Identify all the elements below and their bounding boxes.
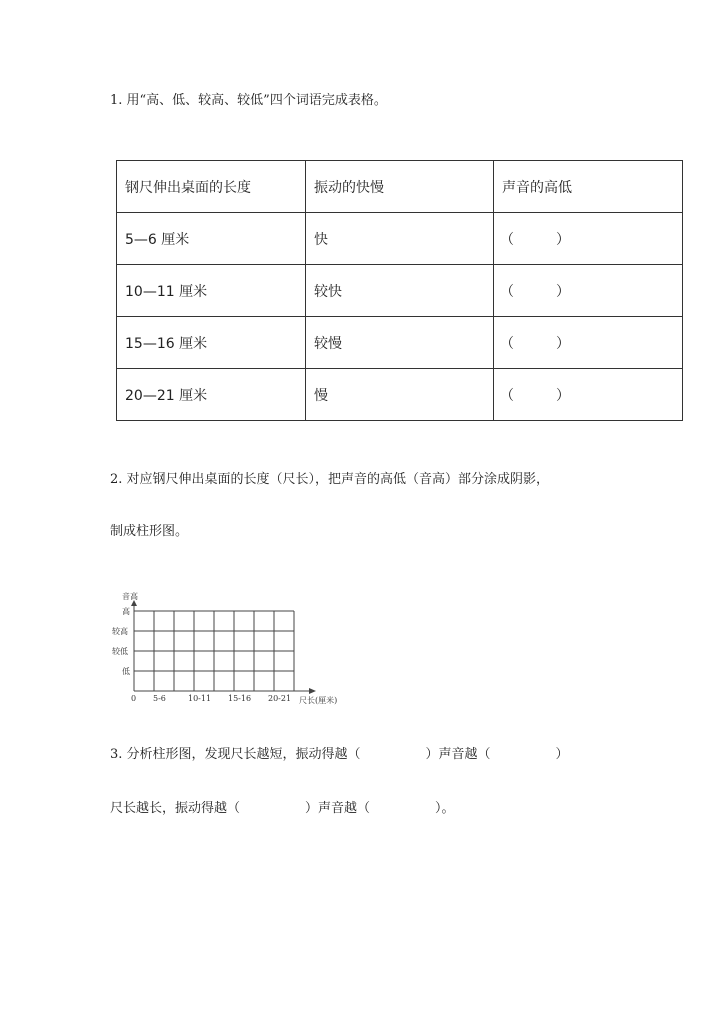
question-3-line1: 3. 分析柱形图，发现尺长越短，振动得越（ ）声音越（ ） (110, 747, 569, 762)
x-axis-arrow-icon (309, 688, 316, 694)
x-origin: 0 (131, 694, 137, 703)
pitch-blank[interactable]: （ ） (494, 265, 683, 317)
length-cell: 10—11 厘米 (117, 265, 306, 317)
pitch-blank[interactable]: （ ） (494, 317, 683, 369)
speed-cell: 较慢 (306, 317, 494, 369)
y-axis-label: 音高 (122, 592, 138, 601)
length-cell: 20—21 厘米 (117, 369, 306, 421)
y-tick: 较高 (112, 627, 128, 636)
length-cell: 5—6 厘米 (117, 213, 306, 265)
speed-cell: 慢 (306, 369, 494, 421)
question-2-line1: 2. 对应钢尺伸出桌面的长度（尺长），把声音的高低（音高）部分涂成阴影， (110, 472, 550, 487)
speed-cell: 较快 (306, 265, 494, 317)
y-tick: 较低 (112, 647, 128, 656)
speed-cell: 快 (306, 213, 494, 265)
pitch-blank[interactable]: （ ） (494, 213, 683, 265)
header-cell: 钢尺伸出桌面的长度 (117, 161, 306, 213)
y-tick: 高 (122, 607, 130, 616)
x-tick: 10-11 (188, 694, 212, 703)
x-tick: 20-21 (268, 694, 292, 703)
y-tick: 低 (122, 667, 130, 676)
x-tick: 5-6 (153, 694, 166, 703)
header-cell: 声音的高低 (494, 161, 683, 213)
question-3-line2: 尺长越长，振动得越（ ）声音越（ ）。 (110, 801, 455, 816)
header-cell: 振动的快慢 (306, 161, 494, 213)
x-tick: 15-16 (228, 694, 252, 703)
length-cell: 15—16 厘米 (117, 317, 306, 369)
x-axis-label: 尺长(厘米) (299, 696, 338, 705)
question-1: 1. 用“高、低、较高、较低”四个词语完成表格。 (110, 93, 387, 108)
question-2-line2: 制成柱形图。 (110, 524, 189, 539)
pitch-blank[interactable]: （ ） (494, 369, 683, 421)
